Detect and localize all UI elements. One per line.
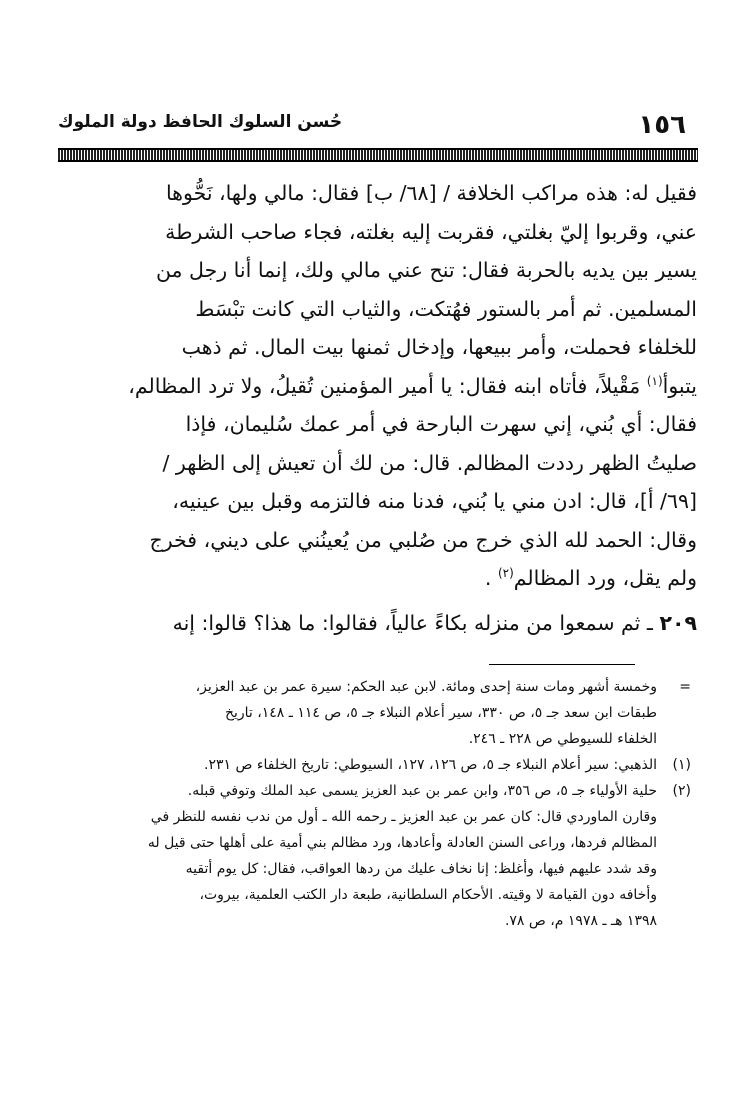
text-line: يسير بين يديه بالحربة فقال: تنح عني مالي ولك، إنما أنا رجل من (155, 258, 697, 282)
footnote-line: الخلفاء للسيوطي ص ٢٢٨ ـ ٢٤٦. (468, 731, 657, 747)
footnote-ref-1: (١) (646, 373, 663, 388)
text-line: فقيل له: هذه مراكب الخلافة / [٦٨/ ب] فقال: مالي ولها، نَحُّوها (165, 181, 697, 205)
main-text (60, 174, 697, 642)
footnote-line: طبقات ابن سعد جـ ٥، ص ٣٣٠، سير أعلام النبلاء جـ ٥، ص ١١٤ ـ ١٤٨، تاريخ (224, 705, 657, 721)
text-line: [٦٩/ أ]، قال: ادن مني يا بُني، فدنا منه فالتزمه وقبل بين عينيه، (172, 489, 697, 513)
text-line: صليتُ الظهر رددت المظالم. قال: من لك أن تعيش إلى الظهر / (162, 450, 697, 475)
page-number: ١٥٦ (638, 110, 686, 140)
text-line: فقال: أي بُني، إني سهرت البارحة في أمر عمك سُليمان، فإذا (185, 412, 697, 436)
footnote-1-mark: (١) (672, 757, 691, 773)
text-segment: يتبوأ (662, 373, 697, 398)
footnote-continuation (60, 674, 697, 700)
text-segment: . (484, 566, 492, 590)
text-line (60, 559, 697, 598)
text-line: وقال: الحمد لله الذي خرج من صُلبي من يُعينُني على ديني، فخرج (149, 527, 697, 552)
footnote-separator (489, 664, 635, 665)
text-line (60, 367, 697, 406)
text-line: المسلمين. ثم أمر بالستور فهُتكت، والثياب التي كانت تبْسَط (195, 296, 697, 321)
paragraph-number: ٢٠٩ (659, 610, 697, 635)
footnote-line: وأخافه دون القيامة لا وقيته. الأحكام السلطانية، طبعة دار الكتب العلمية، بيروت، (199, 887, 657, 903)
footnote-1 (60, 752, 697, 778)
text-segment: ولم يقل، ورد المظالم (513, 566, 697, 590)
header-rule (58, 148, 698, 162)
footnote-2-text: حلية الأولياء جـ ٥، ص ٣٥٦، وابن عمر بن عبد العزيز يسمى عبد الملك وتوفي قبله. (187, 783, 657, 799)
paragraph-text: ـ ثم سمعوا من منزله بكاءً عالياً، فقالوا: ما هذا؟ قالوا: إنه (172, 610, 653, 635)
page-header (58, 108, 698, 148)
paragraph-209 (60, 604, 697, 643)
footnote-continuation-mark: = (679, 679, 691, 695)
footnote-2 (60, 778, 697, 804)
footnote-2-mark: (٢) (672, 783, 691, 799)
running-title: حُسن السلوك الحافظ دولة الملوك (58, 112, 343, 132)
footnote-line: ١٣٩٨ هـ ـ ١٩٧٨ م، ص ٧٨. (504, 913, 657, 929)
footnotes (60, 674, 697, 934)
footnote-1-text: الذهبي: سير أعلام النبلاء جـ ٥، ص ١٢٦، ١٢٧، السيوطي: تاريخ الخلفاء ص ٢٣١. (204, 757, 657, 773)
footnote-line: وقارن الماوردي قال: كان عمر بن عبد العزيز ـ رحمه الله ـ أول من ندب نفسه للنظر في (150, 809, 657, 825)
footnote-line: وقد شدد عليهم فيها، وأغلظ: إنا نخاف عليك من ردها العواقب، فقال: كل يوم أتقيه (185, 861, 657, 877)
text-segment: مَقْيلاً، فأتاه ابنه فقال: يا أمير المؤمنين تُقيلُ، ولا ترد المظالم، (128, 373, 641, 398)
text-line: للخلفاء فحملت، وأمر ببيعها، وإدخال ثمنها بيت المال. ثم ذهب (181, 335, 697, 359)
footnote-line: وخمسة أشهر ومات سنة إحدى ومائة. لابن عبد الحكم: سيرة عمر بن عبد العزيز، (195, 679, 657, 695)
footnote-line: المظالم فردها، وراعى السنن العادلة وأعادها، ورد مظالم بني أمية على أهلها حتى قيل له (147, 835, 657, 851)
text-line: عني، وقربوا إليّ بغلتي، فقربت إليه بغلته، فجاء صاحب الشرطة (165, 219, 697, 244)
footnote-ref-2: (٢) (497, 566, 514, 581)
